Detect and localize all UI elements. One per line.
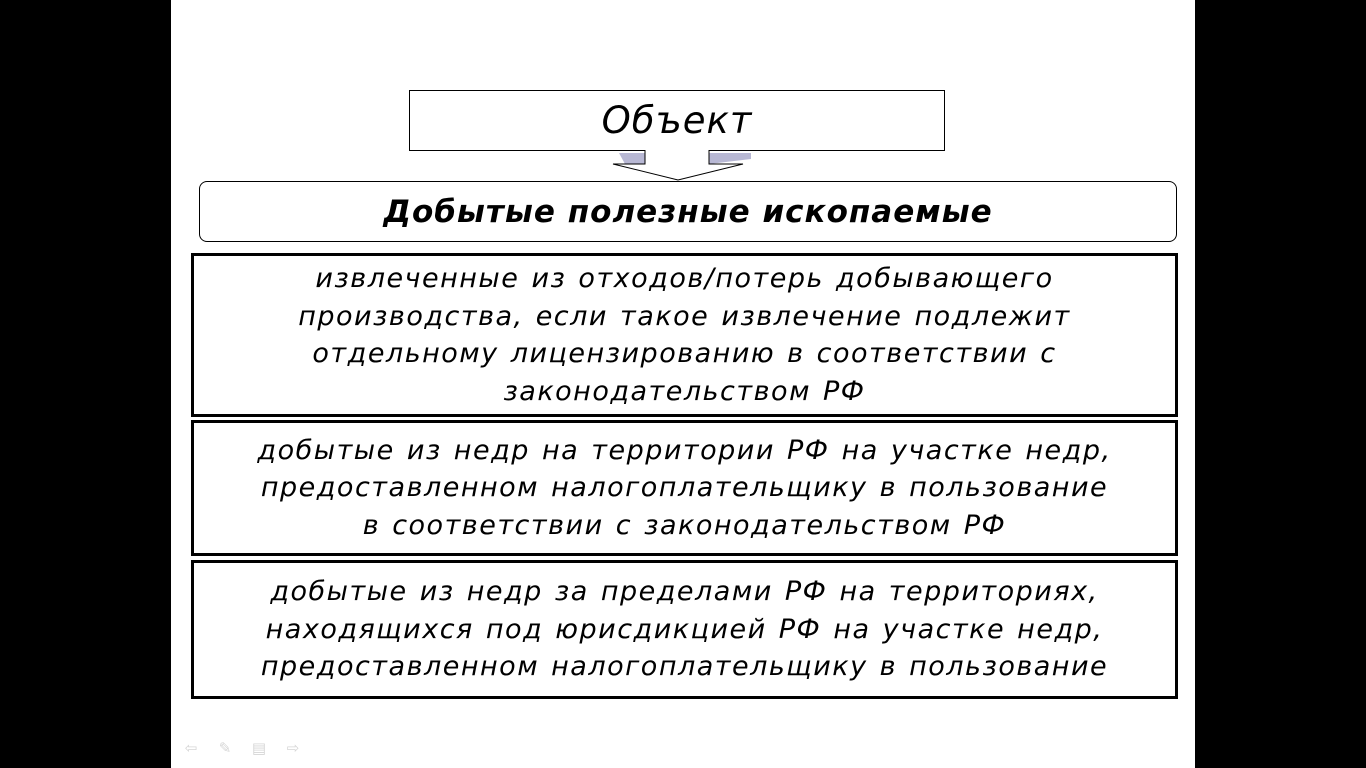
item-line: добытые из недр на территории РФ на участке недр, — [257, 434, 1112, 466]
item-line: находящихся под юрисдикцией РФ на участке недр, — [265, 613, 1104, 645]
pen-icon[interactable]: ✎ — [218, 739, 232, 757]
item-line: добытые из недр за пределами РФ на территориях, — [270, 576, 1099, 608]
item-text — [261, 573, 1108, 686]
subtitle-box — [199, 181, 1177, 242]
arrow-shadow-left — [619, 153, 645, 164]
slideshow-nav — [179, 738, 305, 758]
list-item — [191, 420, 1178, 556]
title-box — [409, 90, 945, 151]
item-line: законодательством РФ — [503, 375, 866, 407]
item-line: предоставленном налогоплательщику в пользование — [260, 472, 1109, 504]
list-item — [191, 560, 1178, 699]
slide-title: Объект — [601, 99, 753, 142]
item-line: предоставленном налогоплательщику в пользование — [260, 651, 1109, 683]
arrow-left-icon[interactable]: ⇦ — [184, 739, 198, 757]
arrow-right-icon[interactable]: ⇨ — [286, 739, 300, 757]
item-line: отдельному лицензированию в соответствии с — [312, 338, 1057, 369]
item-line: в соответствии с законодательством РФ — [362, 509, 1007, 541]
item-line: извлеченные из отходов/потерь добывающего — [315, 263, 1054, 294]
down-arrow-icon — [601, 150, 761, 184]
item-line: производства, если такое извлечение подлежит — [298, 300, 1071, 332]
item-text — [257, 432, 1111, 545]
slide — [171, 0, 1195, 768]
menu-icon[interactable]: ▤ — [251, 739, 267, 757]
item-text — [298, 260, 1071, 410]
list-item — [191, 253, 1178, 417]
slide-subtitle: Добытые полезные ископаемые — [383, 193, 993, 230]
arrow-shadow-right — [709, 153, 751, 164]
